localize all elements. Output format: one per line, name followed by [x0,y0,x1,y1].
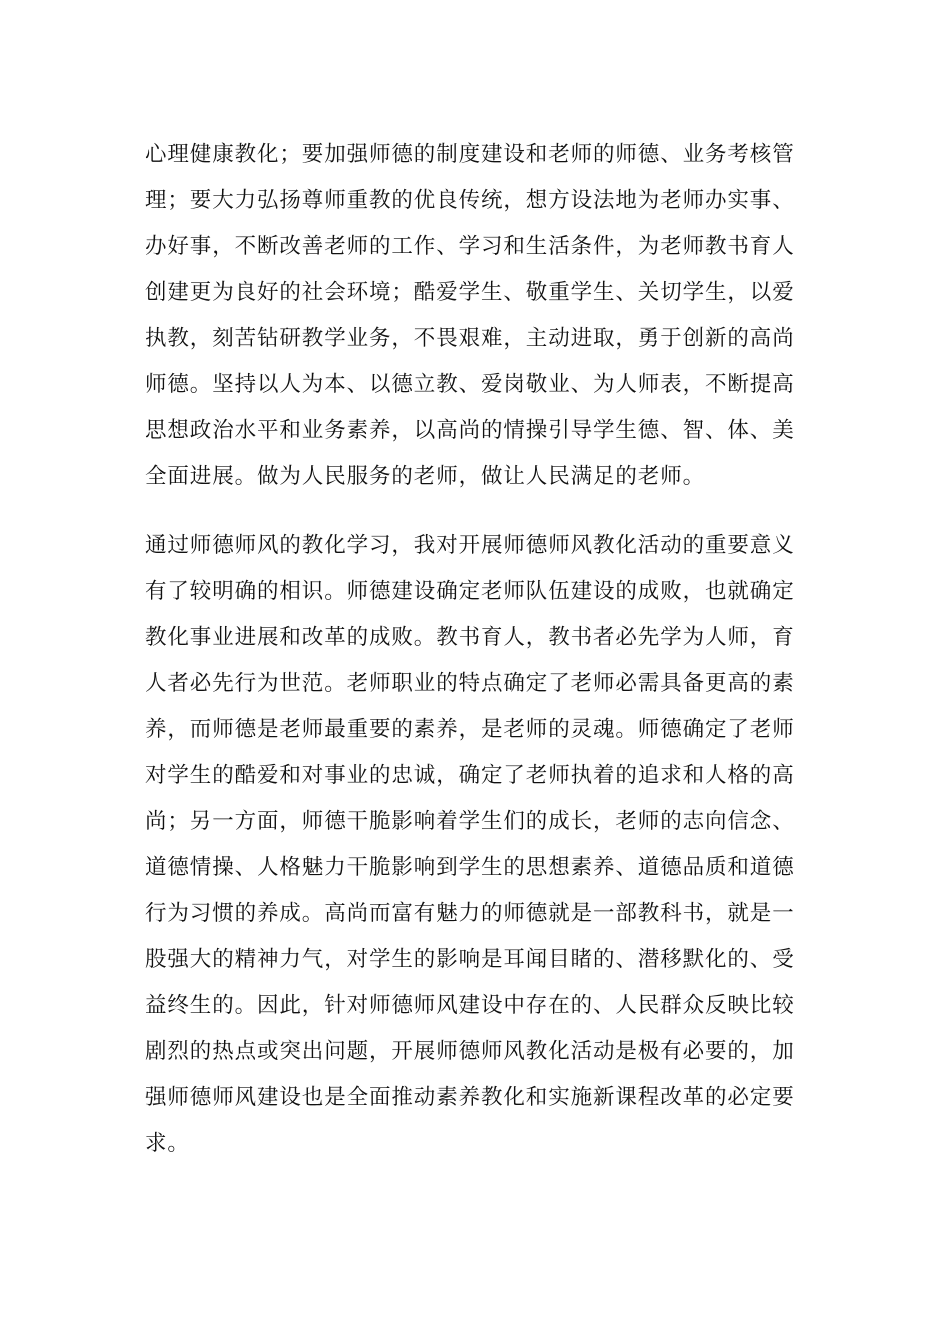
paragraph-line: 通过师德师风的教化学习，我对开展师德师风教化活动的重要意义 [145,533,795,558]
paragraph-line: 创建更为良好的社会环境；酷爱学生、敬重学生、关切学生，以爱 [145,280,795,305]
paragraph-line: 人者必先行为世范。老师职业的特点确定了老师必需具备更高的素 [145,671,795,696]
paragraph-line: 行为习惯的养成。高尚而富有魅力的师德就是一部教科书，就是一 [145,901,795,926]
paragraph-line: 股强大的精神力气，对学生的影响是耳闻目睹的、潜移默化的、受 [145,947,795,972]
paragraph-1 [145,132,810,500]
paragraph-line: 剧烈的热点或突出问题，开展师德师风教化活动是极有必要的，加 [145,1039,795,1064]
paragraph-line: 心理健康教化；要加强师德的制度建设和老师的师德、业务考核管 [145,142,795,167]
paragraph-line: 益终生的。因此，针对师德师风建设中存在的、人民群众反映比较 [145,993,795,1018]
paragraph-line: 理；要大力弘扬尊师重教的优良传统，想方设法地为老师办实事、 [145,188,795,213]
paragraph-line: 办好事，不断改善老师的工作、学习和生活条件，为老师教书育人 [145,234,795,259]
paragraph-line: 思想政治水平和业务素养，以高尚的情操引导学生德、智、体、美 [145,418,795,443]
paragraph-line: 有了较明确的相识。师德建设确定老师队伍建设的成败，也就确定 [145,579,795,604]
paragraph-line: 养，而师德是老师最重要的素养，是老师的灵魂。师德确定了老师 [145,717,795,742]
paragraph-line: 全面进展。做为人民服务的老师，做让人民满足的老师。 [145,464,706,489]
paragraph-line: 道德情操、人格魅力干脆影响到学生的思想素养、道德品质和道德 [145,855,795,880]
paragraph-line: 教化事业进展和改革的成败。教书育人，教书者必先学为人师，育 [145,625,795,650]
paragraph-line: 尚；另一方面，师德干脆影响着学生们的成长，老师的志向信念、 [145,809,795,834]
paragraph-line: 强师德师风建设也是全面推动素养教化和实施新课程改革的必定要 [145,1085,795,1110]
paragraph-line: 师德。坚持以人为本、以德立教、爱岗敬业、为人师表，不断提高 [145,372,795,397]
paragraph-2 [145,523,810,1167]
paragraph-line: 执教，刻苦钻研教学业务，不畏艰难，主动进取，勇于创新的高尚 [145,326,795,351]
paragraph-line: 求。 [145,1131,190,1156]
paragraph-line: 对学生的酷爱和对事业的忠诚，确定了老师执着的追求和人格的高 [145,763,795,788]
